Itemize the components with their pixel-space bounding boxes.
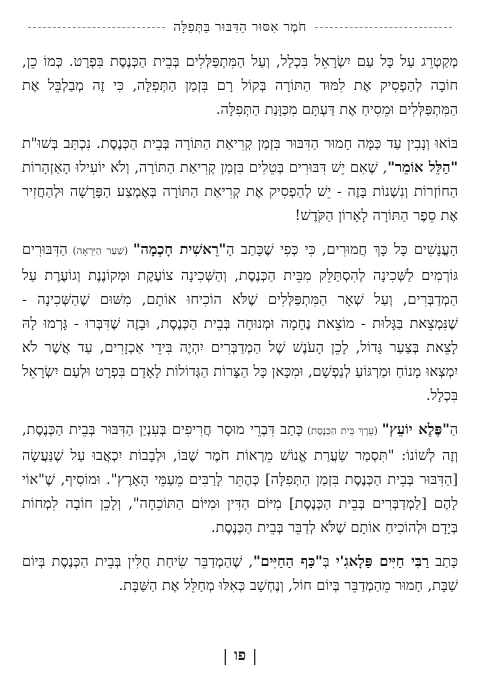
paragraph-text: כָּתַב דִּבְרֵי מוּסָר חֲרִיפִים בְּעִנְיַן הַדִּבּוּר בְּבֵית הַכְּנֶסֶת, וְזֶה לְשׁוֹנוֹ: "תִּסְמַר שַׂעֲרַת אֱנוֹשׁ מֵרְאוֹת חֹמֶר שֶׁבּוֹ, וּלְבָבוֹת יִכְאֲבוּ עַל שֶׁנַּעֲשָׂה [הַדִּבּוּר בְּבֵית הַכְּנֶסֶת בִּזְמַן הַתְּפִלָּה] כְּהֶתֵּר לָרַבִּים מֵעַמֵּי הָאָרֶץ". וּמוֹסִיף, שֶׁ"אוֹי לָהֶם [לַמְדַבְּרִים בְּבֵית הַכְּנֶסֶת] מִיּוֹם הַדִּין וּמִיּוֹם הַתּוֹכֵחָה", וְלָכֵן חוֹבָה לִמְחוֹת בְּיָדָם וּלְהוֹכִיחַ אוֹתָם שֶׁלֹּא לְדַבֵּר בְּבֵית הַכְּנֶסֶת. — [22, 422, 458, 536]
body-paragraph — [22, 50, 458, 122]
body-paragraph — [22, 418, 458, 540]
paragraph-text: הָעֳנָשִׁים כָּל כָּךְ חֲמוּרִים, כִּי כְּפִי שֶׁכָּתַב הָ — [226, 242, 458, 258]
paragraph-text: בְּ — [322, 554, 336, 570]
paragraph-text: , שֶׁהַמְדַבֵּר שִׂיחַת חֻלִּין בְּבֵית הַכְּנֶסֶת בְּיוֹם שַׁבָּת, חָמוּר מֵהַמְדַבֵּר בְּיוֹם חוֹל, וְנֶחְשָׁב כְּאִלּוּ מְחַלֵּל אֶת הַשַּׁבָּת. — [22, 554, 458, 594]
footer-bar-left: | — [252, 645, 258, 665]
body-paragraph — [22, 238, 458, 408]
page-number: פו — [234, 645, 246, 664]
paragraph-text: בּוֹאוּ וְנָבִין עַד כַּמָּה חָמוּר הַדִּבּוּר בִּזְמַן קְרִיאַת הַתּוֹרָה בְּבֵית הַכְּנֶסֶת. נִכְתַּב בְּשׁוּ"ת — [22, 136, 458, 152]
source-citation: (עֵרֶךְ בֵּית הַכְּנֶסֶת) — [303, 426, 382, 437]
bold-source-name: "כַּף הַחַיִּים" — [253, 553, 323, 570]
page-body — [22, 50, 458, 631]
paragraph-text: הַ — [449, 422, 458, 438]
paragraph-text: מְקַטְרֵג עַל כָּל עַם יִשְׂרָאֵל בִּכְלָל, וְעַל הַמִּתְפַּלְּלִים בְּבֵית הַכְּנֶסֶת בִּפְרָט. כְּמוֹ כֵן, חוֹבָה לְהַפְסִיק אֶת לִמּוּד הַתּוֹרָה בְּקוֹל רָם בִּזְמַן הַתְּפִלָּה, כִּי זֶה מְבַלְבֵּל אֶת הַמִּתְפַּלְּלִים וּמֵסִיחַ אֶת דַּעְתָּם מִכַּוָּנַת הַתְּפִלָּה. — [22, 54, 458, 118]
header-rule-right — [315, 27, 452, 28]
header-title: חֹמֶר אִסּוּר הַדִּבּוּר בַּתְּפִלָּה — [173, 20, 307, 35]
bold-source-name: "הַלֵּל אוֹמֵר" — [387, 159, 458, 176]
body-paragraph — [22, 550, 458, 598]
paragraph-text: כָּתַב — [428, 554, 458, 570]
page-footer — [0, 641, 480, 669]
header-rule-left — [28, 27, 165, 28]
footer-bar-right: | — [222, 645, 228, 665]
source-citation: (שַׁעַר הַיִּרְאָה) — [67, 246, 133, 257]
paragraph-text: הַדִּבּוּרִים גּוֹרְמִים לַשְּׁכִינָה לְהִסְתַּלֵּק מִבֵּית הַכְּנֶסֶת, וְהַשְּׁכִינָה צוֹעֶקֶת וּמְקוֹנֶנֶת וְגוֹעֶרֶת עַל הַמְדַבְּרִים, וְעַל שְׁאָר הַמִּתְפַּלְּלִים שֶׁלֹּא הוֹכִיחוּ אוֹתָם, מִשּׁוּם שֶׁהַשְּׁכִינָה - שֶׁנִּמְצֵאת בַּגָּלוּת - מוֹצֵאת נֶחָמָה וּמְנוּחָה בְּבֵית הַכְּנֶסֶת, וּבָזֶה שֶׁדִּבְּרוּ - גָּרְמוּ לָהּ לָצֵאת בְּצַעַר גָּדוֹל, לָכֵן הָעֹנֶשׁ שֶׁל הַמְדַבְּרִים יִהְיֶה בִּידֵי אַכְזָרִים, עַד אֲשֶׁר לֹא יִמְצְאוּ מָנוֹחַ וּמַרְגּוֹעַ לְנַפְשָׁם, וּמִכָּאן כָּל הַצָּרוֹת הַגְּדוֹלוֹת לָאָדָם בִּפְרָט וּלְעַם יִשְׂרָאֵל בִּכְלָל. — [22, 242, 458, 404]
body-paragraph — [22, 132, 458, 228]
bold-source-name: "רֵאשִׁית חָכְמָה" — [132, 241, 227, 258]
bold-source-name: "פֶּלֶא יוֹעֵץ" — [381, 421, 450, 438]
running-header — [20, 10, 460, 44]
paragraph-text: , שֶׁאִם יֵשׁ דִּבּוּרִים בְּטֵלִים בִּזְמַן קְרִיאַת הַתּוֹרָה, וְלֹא יוֹעִילוּ הָאַזְהָרוֹת הַחוֹזְרוֹת וְנִשְׁנוֹת בָּזֶה - יֵשׁ לְהַפְסִיק אֶת קְרִיאַת הַתּוֹרָה בְּאֶמְצַע הַפָּרָשָׁה וּלְהַחֲזִיר אֶת סֵפֶר הַתּוֹרָה לָאָרוֹן הַקֹּדֶשׁ! — [22, 160, 458, 224]
bold-source-name: רַבִּי חַיִּים פַּלָאגִ'י — [335, 553, 429, 570]
